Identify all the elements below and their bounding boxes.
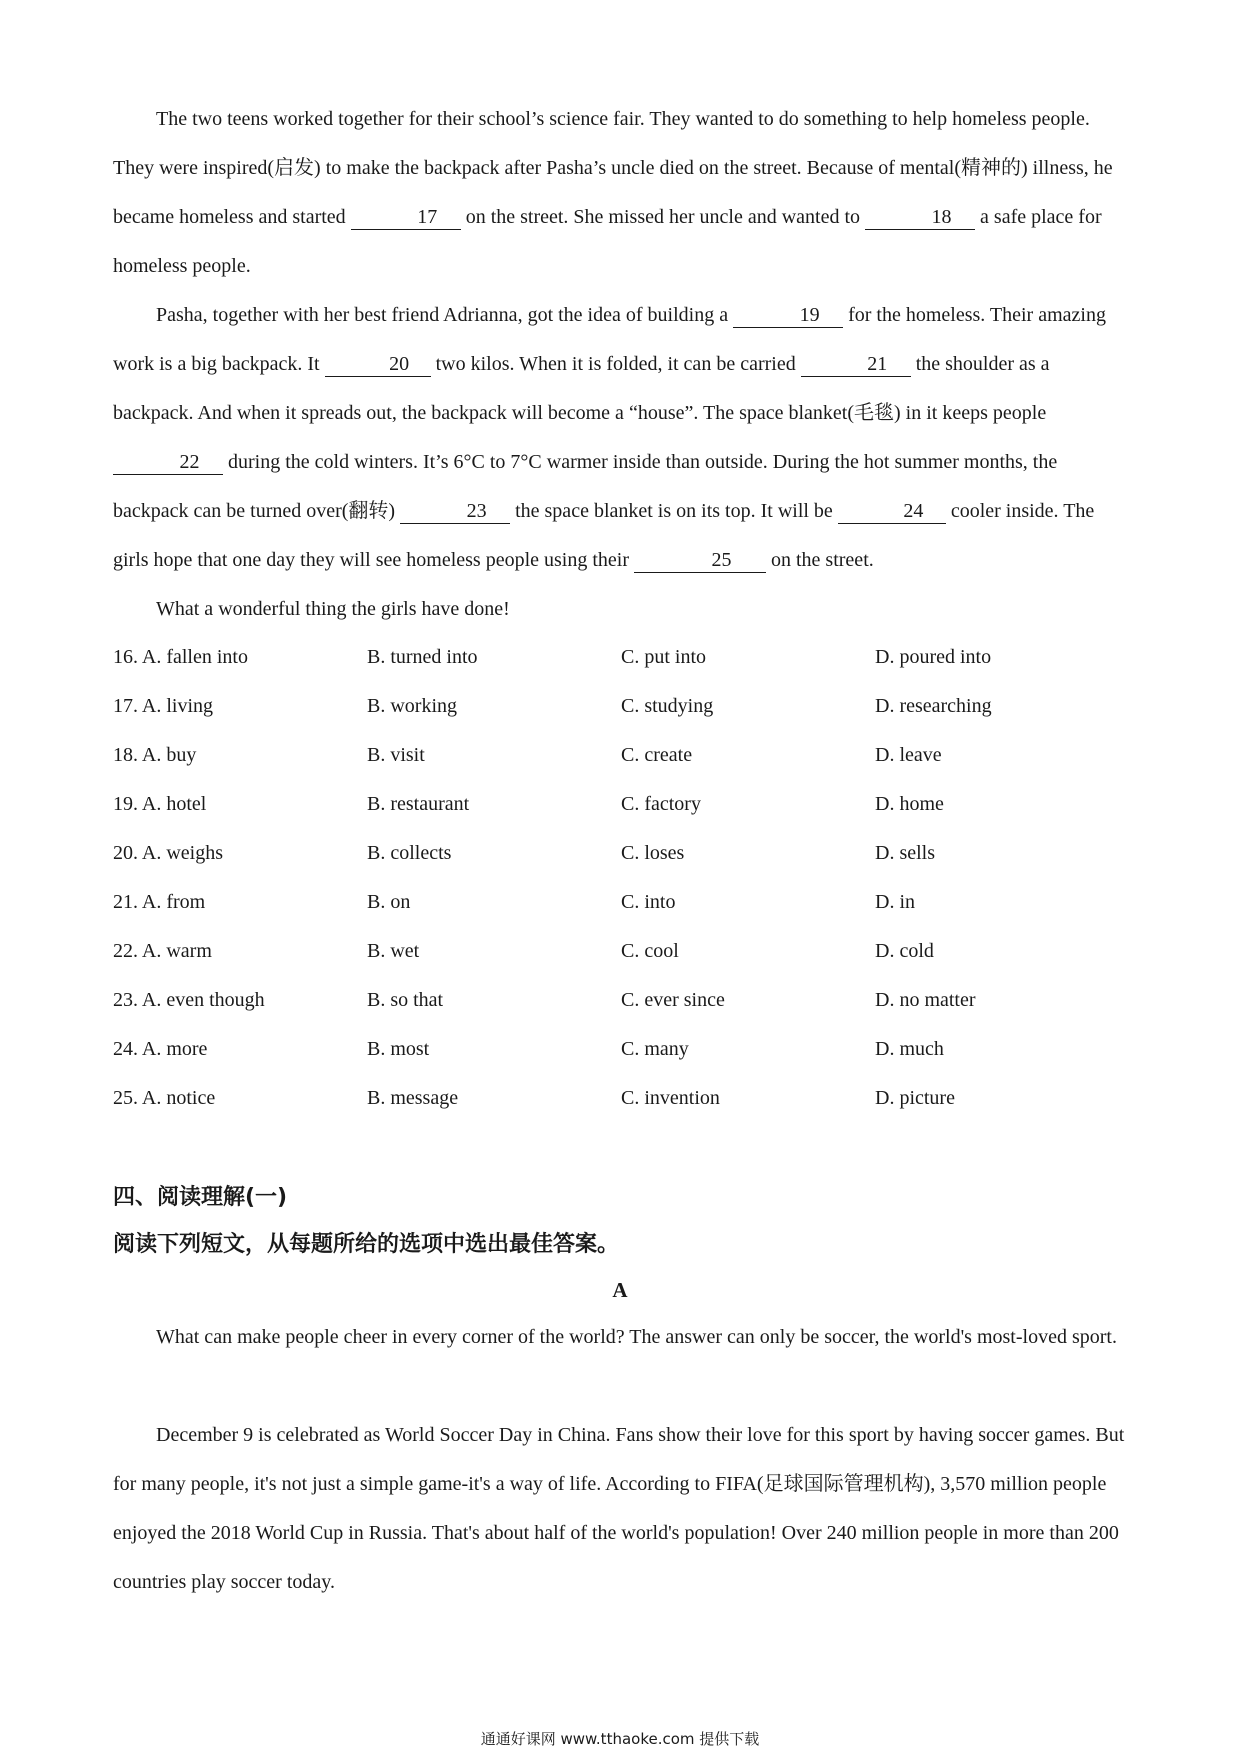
option-b: B. message [367, 1087, 459, 1109]
blank-24: 24 [838, 499, 946, 524]
question-row-23 [113, 976, 1131, 1025]
blank-22: 22 [113, 450, 223, 475]
question-row-20 [113, 829, 1131, 878]
question-row-17 [113, 682, 1131, 731]
option-d: D. researching [875, 695, 992, 717]
cloze-text: The two teens worked together for their school’s science fair. They wanted to do something to help homeless people. They were inspired(启发) to make the backpack after Pasha’s uncle died on the street. Because of mental(精神的) illness, he became homeless and started [113, 108, 1113, 228]
blank-18: 18 [865, 205, 975, 230]
option-d: D. in [875, 891, 915, 913]
blank-23: 23 [400, 499, 510, 524]
option-a: 16. A. fallen into [113, 646, 248, 668]
blank-19: 19 [733, 303, 843, 328]
question-row-19 [113, 780, 1131, 829]
option-b: B. collects [367, 842, 452, 864]
option-b: B. so that [367, 989, 444, 1011]
section-instruction: 阅读下列短文，从每题所给的选项中选出最佳答案。 [113, 1232, 620, 1257]
section-heading: 四、阅读理解(一) [113, 1185, 288, 1210]
question-row-18 [113, 731, 1131, 780]
option-a: 25. A. notice [113, 1087, 216, 1109]
reading-paragraph-2: December 9 is celebrated as World Soccer Day in China. Fans show their love for this sport by having soccer games. But for many people, it's not just a simple game-it's a way of life. According to FIFA(足球国际管理机构), 3,570 million people enjoyed the 2018 World Cup in Russia. That's about half of the world's population! Over 240 million people in more than 200 countries play soccer today. [113, 1424, 1125, 1593]
blank-25: 25 [634, 548, 766, 573]
cloze-text: on the street. [766, 549, 874, 571]
option-d: D. much [875, 1038, 944, 1060]
cloze-text: the shoulder as a backpack. And when it spreads out, the backpack will become a “house”. The space blanket(毛毯) in it keeps people [113, 353, 1050, 424]
question-row-22 [113, 927, 1131, 976]
answer-options [113, 633, 1131, 1123]
option-a: 19. A. hotel [113, 793, 207, 815]
cloze-text: during the cold winters. It’s 6°C to 7°C warmer inside than outside. During the hot summer months, the backpack can be turned over(翻转) [113, 451, 1058, 522]
cloze-text: cooler inside. The girls hope that one day they will see homeless people using their [113, 500, 1095, 571]
cloze-paragraph-2 [113, 291, 1131, 585]
cloze-closing-line: What a wonderful thing the girls have done! [156, 598, 510, 620]
option-d: D. home [875, 793, 944, 815]
option-d: D. picture [875, 1087, 955, 1109]
option-c: C. factory [621, 793, 701, 815]
option-c: C. cool [621, 940, 679, 962]
option-c: C. put into [621, 646, 707, 668]
cloze-text: Pasha, together with her best friend Adrianna, got the idea of building a [156, 304, 734, 326]
option-d: D. poured into [875, 646, 992, 668]
option-a: 23. A. even though [113, 989, 265, 1011]
option-d: D. leave [875, 744, 942, 766]
option-b: B. restaurant [367, 793, 470, 815]
option-b: B. working [367, 695, 457, 717]
cloze-text: for the homeless. Their amazing work is a big backpack. It [113, 304, 1106, 375]
option-a: 18. A. buy [113, 744, 197, 766]
option-c: C. loses [621, 842, 685, 864]
option-a: 24. A. more [113, 1038, 208, 1060]
option-c: C. ever since [621, 989, 725, 1011]
passage-letter: A [612, 1278, 628, 1302]
cloze-paragraph-1 [113, 95, 1131, 291]
option-d: D. sells [875, 842, 935, 864]
reading-paragraph-1: What can make people cheer in every corner of the world? The answer can only be soccer, the world's most-loved sport. [156, 1326, 1117, 1348]
option-a: 22. A. warm [113, 940, 212, 962]
option-c: C. many [621, 1038, 689, 1060]
option-a: 20. A. weighs [113, 842, 223, 864]
option-d: D. no matter [875, 989, 976, 1011]
option-c: C. invention [621, 1087, 720, 1109]
option-b: B. on [367, 891, 411, 913]
blank-17: 17 [351, 205, 461, 230]
question-row-21 [113, 878, 1131, 927]
option-b: B. visit [367, 744, 425, 766]
option-a: 21. A. from [113, 891, 206, 913]
blank-20: 20 [325, 352, 431, 377]
cloze-text: on the street. She missed her uncle and wanted to [460, 206, 866, 228]
blank-21: 21 [801, 352, 911, 377]
question-row-16 [113, 633, 1131, 682]
option-d: D. cold [875, 940, 934, 962]
cloze-text: two kilos. When it is folded, it can be carried [430, 353, 801, 375]
cloze-text: the space blanket is on its top. It will be [510, 500, 838, 522]
page-footer: 通通好课网 www.tthaoke.com 提供下载 [480, 1730, 760, 1748]
option-c: C. create [621, 744, 693, 766]
option-c: C. studying [621, 695, 714, 717]
option-b: B. most [367, 1038, 430, 1060]
option-b: B. wet [367, 940, 420, 962]
option-b: B. turned into [367, 646, 478, 668]
option-c: C. into [621, 891, 676, 913]
question-row-24 [113, 1025, 1131, 1074]
question-row-25 [113, 1074, 1131, 1123]
option-a: 17. A. living [113, 695, 214, 717]
cloze-text: a safe place for homeless people. [113, 206, 1102, 277]
